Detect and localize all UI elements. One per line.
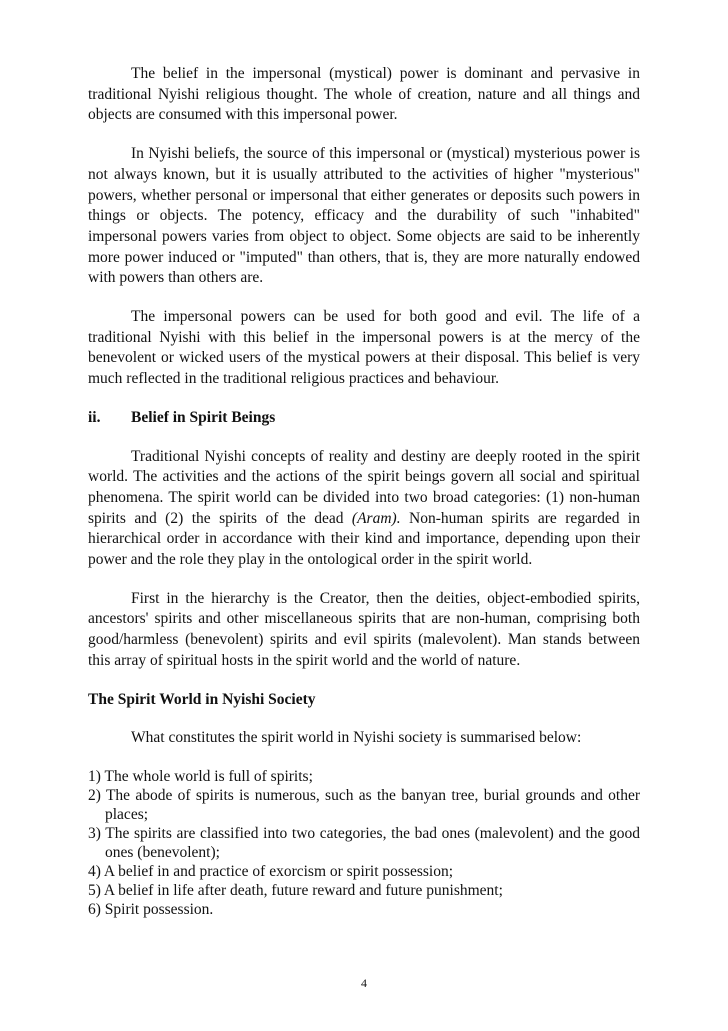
- paragraph-spirit-world: [88, 447, 640, 571]
- paragraph-hierarchy: First in the hierarchy is the Creator, then the deities, object-embodied spirits, ancestors' spirits and other miscellaneous spirits that are non-human, comprising both good/harmless (benevolent) spirits and evil spirits (malevolent). Man stands between this array of spiritual hosts in the spirit world and the world of nature.: [88, 589, 640, 669]
- list-item: 1) The whole world is full of spirits;: [88, 767, 313, 785]
- paragraph-good-and-evil: The impersonal powers can be used for both good and evil. The life of a traditional Nyishi with this belief in the impersonal powers is at the mercy of the benevolent or wicked users of the mystical powers at their disposal. This belief is very much reflected in the traditional religious practices and behaviour.: [88, 308, 640, 388]
- paragraph-summary-intro: What constitutes the spirit world in Nyishi society is summarised below:: [131, 729, 582, 747]
- page-number: 4: [361, 976, 367, 990]
- section-number: ii.: [88, 408, 101, 426]
- list-item: 5) A belief in life after death, future reward and future punishment;: [88, 881, 503, 899]
- list-item: 3) The spirits are classified into two categories, the bad ones (malevolent) and the good ones (benevolent);: [88, 824, 640, 861]
- spirit-text-before: Traditional Nyishi concepts of reality and destiny are deeply rooted in the spirit world. The activities and the actions of the spirit beings govern all social and spiritual phenomena. The spirit world can be divided into two broad categories: (1) non-human spirits and (2) the spirits of the dead: [88, 447, 640, 527]
- subheading-spirit-world: The Spirit World in Nyishi Society: [88, 690, 316, 708]
- paragraph-nyishi-beliefs: In Nyishi beliefs, the source of this impersonal or (mystical) mysterious power is not always known, but it is usually attributed to the activities of higher "mysterious" powers, whether personal or impersonal that either generates or deposits such powers in things or objects. The potency, efficacy and the durability of such "inhabited" impersonal powers varies from object to object. Some objects are said to be inherently more power induced or "imputed" than others, that is, they are more naturally endowed with powers than others are.: [88, 145, 640, 287]
- summary-list: [88, 767, 640, 919]
- list-item: 2) The abode of spirits is numerous, such as the banyan tree, burial grounds and other places;: [88, 786, 640, 823]
- paragraph-impersonal-power: The belief in the impersonal (mystical) power is dominant and pervasive in traditional Nyishi religious thought. The whole of creation, nature and all things and objects are consumed with this impersonal power.: [88, 65, 640, 124]
- spirit-text-after: Non-human spirits are regarded in hierarchical order in accordance with their kind and importance, depending upon their power and the role they play in the ontological order in the spirit world.: [88, 509, 640, 569]
- list-item: 4) A belief in and practice of exorcism or spirit possession;: [88, 862, 454, 880]
- section-title: Belief in Spirit Beings: [131, 408, 276, 426]
- section-heading: [88, 408, 640, 429]
- spirit-text-italic: (Aram).: [351, 509, 401, 527]
- list-item: 6) Spirit possession.: [88, 900, 214, 918]
- document-page: [88, 64, 640, 919]
